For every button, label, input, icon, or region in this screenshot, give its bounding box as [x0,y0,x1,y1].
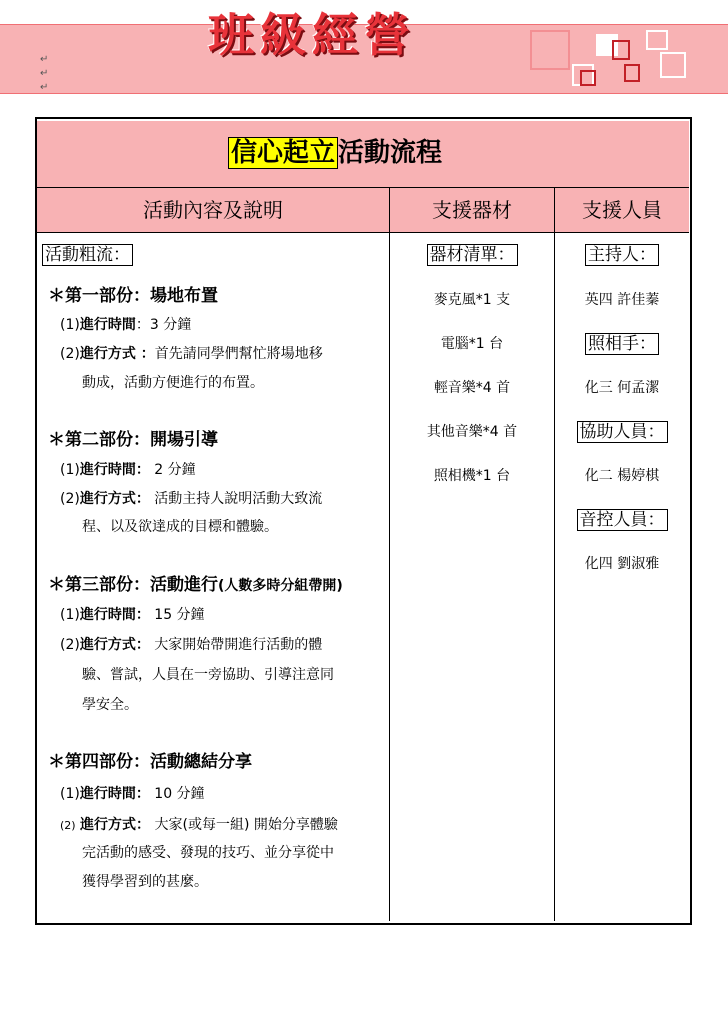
part-heading: ＊第三部份：活動進行(人數多時分組帶開) [48,575,343,595]
decor-square-icon [580,70,596,86]
equipment-label: 器材清單： [427,244,518,266]
part-method-line: 程、以及欲達成的目標和體驗。 [82,519,278,535]
part-method-line: 驗、嘗試，人員在一旁協助、引導注意同 [82,667,334,683]
host-name: 英四 許佳蓁 [584,292,660,308]
photographer-label: 照相手： [585,333,659,355]
host-label: 主持人： [585,244,659,266]
header-equipment: 支援器材 [432,198,512,222]
part-time-line: (1)進行時間： 10 分鐘 [60,786,205,802]
equipment-item: 照相機*1 台 [433,468,511,484]
part-method-line: (2)進行方式 ：首先請同學們幫忙將場地移 [60,346,323,362]
part-method-line: 獲得學習到的甚麼。 [82,874,208,890]
table-title [228,125,442,181]
banner-title: 班級經營 [208,8,416,62]
header-content: 活動內容及說明 [143,198,283,222]
title-rest: 活動流程 [338,138,443,168]
photographer-name: 化三 何孟潔 [584,380,660,396]
assistant-label: 協助人員： [577,421,668,443]
decor-square-icon [646,30,668,50]
decor-square-icon [530,30,570,70]
part-heading: ＊第四部份：活動總結分享 [48,752,252,772]
paragraph-mark-icon: ↵ [40,68,49,79]
equipment-item: 電腦*1 台 [440,336,504,352]
paragraph-mark-icon: ↵ [40,82,49,93]
equipment-item: 麥克風*1 支 [433,292,511,308]
audio-name: 化四 劉淑雅 [584,556,660,572]
decor-square-icon [612,40,630,60]
paragraph-mark-icon: ↵ [40,54,49,65]
assistant-name: 化二 楊婷棋 [584,468,660,484]
part-method-line: (2)進行方式： 活動主持人說明活動大致流 [60,491,323,507]
part-method-line: (2)進行方式： 大家開始帶開進行活動的體 [60,637,323,653]
header-staff: 支援人員 [582,198,662,222]
audio-label: 音控人員： [577,509,668,531]
part-method-line: 學安全。 [82,697,138,713]
part-heading: ＊第二部份：開場引導 [48,430,218,450]
part-method-line: (2) 進行方式： 大家(或每一組) 開始分享體驗 [60,817,338,833]
title-highlight: 信心起立 [228,137,338,169]
part-time-line: (1)進行時間：3 分鐘 [60,317,192,333]
equipment-item: 輕音樂*4 首 [433,380,511,396]
part-method-line: 完活動的感受、發現的技巧、並分享從中 [82,845,334,861]
part-time-line: (1)進行時間： 2 分鐘 [60,462,196,478]
equipment-item: 其他音樂*4 首 [426,424,518,440]
decor-square-icon [660,52,686,78]
part-time-line: (1)進行時間： 15 分鐘 [60,607,205,623]
part-heading: ＊第一部份：場地布置 [48,286,218,306]
overview-label: 活動粗流： [42,244,133,266]
part-method-line: 動成，活動方便進行的布置。 [82,375,264,391]
decor-square-icon [624,64,640,82]
